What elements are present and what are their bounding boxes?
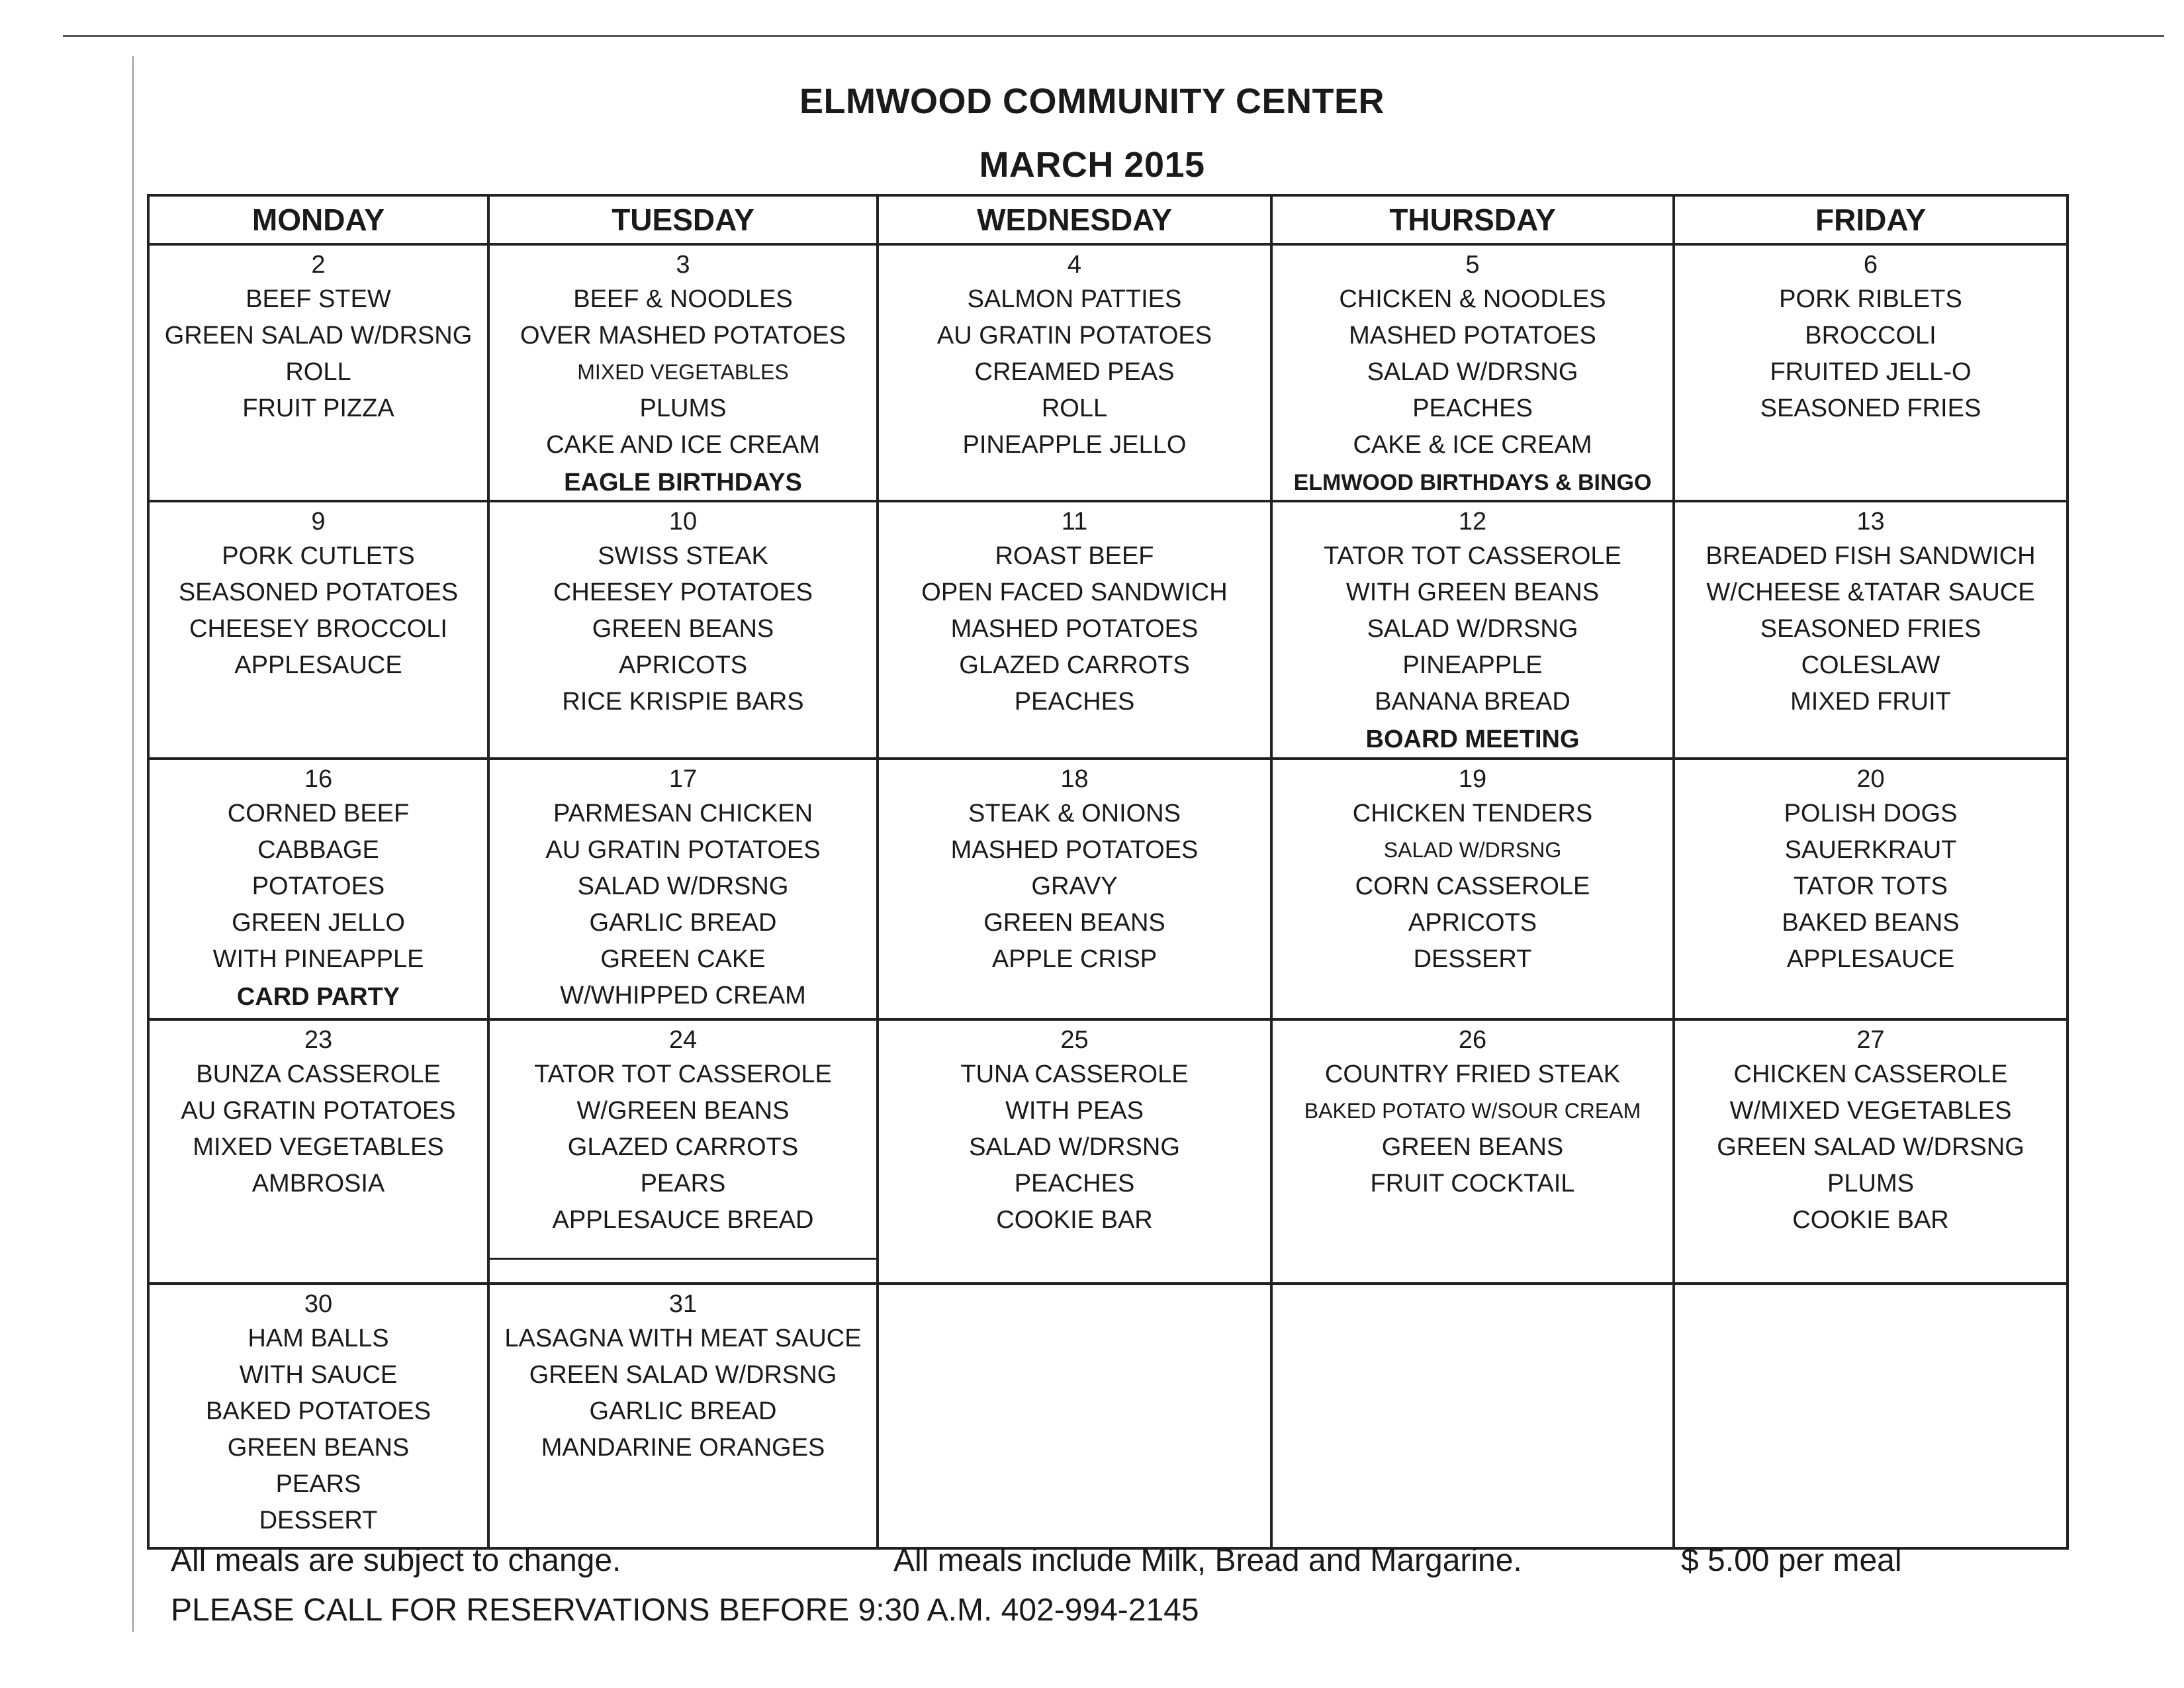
day-number: 2 bbox=[311, 251, 326, 279]
weekday-header-monday: MONDAY bbox=[150, 197, 490, 243]
menu-item: PEACHES bbox=[1014, 1170, 1135, 1197]
day-cell bbox=[879, 760, 1273, 1018]
menu-item: GARLIC BREAD bbox=[589, 1397, 777, 1425]
menu-item: MIXED VEGETABLES bbox=[193, 1133, 444, 1161]
menu-item: SALAD W/DRSNG bbox=[1367, 358, 1578, 386]
menu-item: RICE KRISPIE BARS bbox=[562, 688, 804, 716]
menu-item: APRICOTS bbox=[1408, 909, 1537, 937]
menu-item: COLESLAW bbox=[1801, 651, 1940, 679]
menu-item: W/MIXED VEGETABLES bbox=[1729, 1097, 2012, 1125]
menu-item: MIXED VEGETABLES bbox=[577, 360, 789, 384]
menu-item: OPEN FACED SANDWICH bbox=[921, 579, 1228, 606]
day-cell bbox=[150, 1285, 490, 1547]
menu-item: MASHED POTATOES bbox=[950, 836, 1199, 864]
menu-item: SALAD W/DRSNG bbox=[1383, 838, 1562, 862]
menu-item: DESSERT bbox=[259, 1507, 378, 1534]
day-number: 5 bbox=[1465, 251, 1480, 279]
event-label: ELMWOOD BIRTHDAYS & BINGO bbox=[1293, 470, 1652, 495]
day-number: 6 bbox=[1863, 251, 1878, 279]
menu-item: MASHED POTATOES bbox=[950, 615, 1199, 643]
menu-item: CORNED BEEF bbox=[227, 800, 410, 827]
day-number: 13 bbox=[1856, 508, 1885, 536]
day-number: 10 bbox=[668, 508, 698, 536]
menu-item: SALAD W/DRSNG bbox=[577, 872, 789, 900]
event-label: EAGLE BIRTHDAYS bbox=[564, 469, 802, 496]
menu-item: BAKED BEANS bbox=[1782, 909, 1960, 937]
menu-item: WITH GREEN BEANS bbox=[1345, 579, 1600, 606]
day-cell bbox=[1675, 1021, 2066, 1282]
day-number: 20 bbox=[1856, 765, 1885, 793]
page-title: ELMWOOD COMMUNITY CENTER bbox=[799, 81, 1385, 121]
menu-item: PORK CUTLETS bbox=[222, 542, 415, 570]
menu-item: POTATOES bbox=[251, 872, 385, 900]
menu-item: SALMON PATTIES bbox=[967, 285, 1182, 313]
menu-item: CABBAGE bbox=[257, 836, 379, 864]
menu-item: CAKE AND ICE CREAM bbox=[546, 431, 820, 459]
day-cell bbox=[490, 502, 879, 759]
day-cell bbox=[1675, 502, 2066, 759]
menu-item: BEEF & NOODLES bbox=[573, 285, 793, 313]
menu-calendar bbox=[147, 194, 2069, 1550]
day-cell bbox=[150, 1021, 490, 1282]
day-cell bbox=[1675, 1285, 2066, 1547]
weekday-header-row bbox=[150, 197, 2066, 246]
included-items-note: All meals include Milk, Bread and Margarine. bbox=[893, 1543, 1522, 1578]
day-cell bbox=[1273, 502, 1675, 759]
day-number bbox=[1273, 1288, 1672, 1321]
menu-item: PINEAPPLE JELLO bbox=[962, 431, 1187, 459]
day-cell bbox=[150, 760, 490, 1018]
week-row bbox=[150, 1285, 2066, 1547]
menu-item: ROAST BEEF bbox=[995, 542, 1154, 570]
day-cell bbox=[1273, 1285, 1675, 1547]
menu-item: APPLESAUCE BREAD bbox=[552, 1206, 814, 1234]
menu-item: BREADED FISH SANDWICH bbox=[1706, 542, 2036, 570]
menu-item: CHICKEN CASSEROLE bbox=[1733, 1060, 2008, 1088]
day-cell bbox=[490, 246, 879, 502]
menu-item: W/GREEN BEANS bbox=[576, 1097, 790, 1125]
menu-item: WITH PEAS bbox=[1005, 1097, 1144, 1125]
day-number: 18 bbox=[1060, 765, 1089, 793]
menu-item: FRUIT COCKTAIL bbox=[1370, 1170, 1575, 1197]
menu-item: CHICKEN TENDERS bbox=[1352, 800, 1593, 827]
event-label: CARD PARTY bbox=[236, 983, 400, 1011]
day-number: 30 bbox=[304, 1290, 333, 1318]
menu-item: PLUMS bbox=[639, 395, 727, 422]
change-notice: All meals are subject to change. bbox=[171, 1543, 621, 1578]
menu-item: APPLESAUCE bbox=[234, 651, 402, 679]
menu-item: PEACHES bbox=[1412, 395, 1533, 422]
menu-item: GREEN SALAD W/DRSNG bbox=[164, 322, 473, 350]
menu-item: PINEAPPLE bbox=[1402, 651, 1543, 679]
week-row bbox=[150, 246, 2066, 502]
week-row bbox=[150, 760, 2066, 1021]
menu-item: BAKED POTATO W/SOUR CREAM bbox=[1304, 1099, 1641, 1123]
day-number: 9 bbox=[311, 508, 326, 536]
day-number bbox=[879, 1288, 1270, 1321]
day-cell bbox=[490, 1021, 879, 1282]
menu-item: GREEN SALAD W/DRSNG bbox=[1717, 1133, 2025, 1161]
menu-item: GREEN BEANS bbox=[227, 1434, 410, 1462]
menu-item: SWISS STEAK bbox=[598, 542, 768, 570]
day-cell bbox=[1273, 246, 1675, 502]
menu-item: FRUITED JELL-O bbox=[1770, 358, 1972, 386]
day-cell bbox=[1273, 760, 1675, 1018]
menu-item: PEACHES bbox=[1014, 688, 1135, 716]
menu-item: TATOR TOT CASSEROLE bbox=[1324, 542, 1621, 570]
menu-item: POLISH DOGS bbox=[1784, 800, 1958, 827]
menu-item: AU GRATIN POTATOES bbox=[936, 322, 1212, 350]
menu-item: WITH SAUCE bbox=[239, 1361, 398, 1389]
menu-item: PEARS bbox=[640, 1170, 726, 1197]
event-label: BOARD MEETING bbox=[1365, 726, 1580, 753]
day-number: 12 bbox=[1458, 508, 1487, 536]
menu-item: GRAVY bbox=[1031, 872, 1118, 900]
menu-item: SAUERKRAUT bbox=[1784, 836, 1957, 864]
menu-item: PEARS bbox=[275, 1470, 361, 1498]
menu-item: BANANA BREAD bbox=[1375, 688, 1570, 716]
menu-item: COOKIE BAR bbox=[996, 1206, 1153, 1234]
menu-item: SEASONED FRIES bbox=[1760, 615, 1981, 643]
menu-item: OVER MASHED POTATOES bbox=[520, 322, 846, 350]
menu-item: CHICKEN & NOODLES bbox=[1339, 285, 1606, 313]
day-number: 26 bbox=[1458, 1026, 1487, 1054]
day-number: 4 bbox=[1067, 251, 1082, 279]
menu-item: SEASONED FRIES bbox=[1760, 395, 1981, 422]
menu-item: GARLIC BREAD bbox=[589, 909, 777, 937]
menu-item: AU GRATIN POTATOES bbox=[181, 1097, 456, 1125]
menu-item: STEAK & ONIONS bbox=[968, 800, 1181, 827]
menu-item: DESSERT bbox=[1413, 945, 1532, 973]
menu-item: GREEN BEANS bbox=[592, 615, 774, 643]
day-cell bbox=[879, 502, 1273, 759]
menu-item: BAKED POTATOES bbox=[206, 1397, 431, 1425]
weekday-header-wednesday: WEDNESDAY bbox=[879, 197, 1273, 243]
day-cell bbox=[879, 1021, 1273, 1282]
month-title: MARCH 2015 bbox=[979, 145, 1205, 185]
week-row bbox=[150, 1021, 2066, 1285]
menu-item: GLAZED CARROTS bbox=[567, 1133, 799, 1161]
menu-item: GREEN CAKE bbox=[600, 945, 766, 973]
menu-item: PARMESAN CHICKEN bbox=[553, 800, 813, 827]
weekday-header-thursday: THURSDAY bbox=[1273, 197, 1675, 243]
menu-item: PORK RIBLETS bbox=[1779, 285, 1962, 313]
day-cell bbox=[879, 246, 1273, 502]
weekday-header-tuesday: TUESDAY bbox=[490, 197, 879, 243]
day-cell bbox=[490, 760, 879, 1018]
menu-item: GREEN SALAD W/DRSNG bbox=[529, 1361, 837, 1389]
menu-item: MASHED POTATOES bbox=[1349, 322, 1596, 350]
menu-item: GREEN JELLO bbox=[232, 909, 405, 937]
day-number: 11 bbox=[1061, 508, 1088, 536]
day-number: 31 bbox=[668, 1290, 698, 1318]
day-cell bbox=[879, 1285, 1273, 1547]
menu-item: BROCCOLI bbox=[1805, 322, 1936, 350]
menu-item: CORN CASSEROLE bbox=[1355, 872, 1590, 900]
menu-item: PLUMS bbox=[1827, 1170, 1914, 1197]
day-cell bbox=[1273, 1021, 1675, 1282]
day-cell bbox=[1675, 760, 2066, 1018]
menu-item: ROLL bbox=[1041, 395, 1108, 422]
menu-item: ROLL bbox=[285, 358, 351, 386]
menu-item: SALAD W/DRSNG bbox=[1367, 615, 1578, 643]
menu-item: WITH PINEAPPLE bbox=[212, 945, 424, 973]
menu-item: BEEF STEW bbox=[246, 285, 391, 313]
day-number: 23 bbox=[304, 1026, 333, 1054]
menu-item: COUNTRY FRIED STEAK bbox=[1324, 1060, 1621, 1088]
menu-item: MANDARINE ORANGES bbox=[541, 1434, 825, 1462]
menu-item: W/WHIPPED CREAM bbox=[560, 982, 806, 1009]
menu-item: APRICOTS bbox=[618, 651, 748, 679]
menu-item: CHEESEY POTATOES bbox=[553, 579, 813, 606]
day-cell bbox=[490, 1285, 879, 1547]
day-number: 19 bbox=[1458, 765, 1487, 793]
menu-item: TATOR TOT CASSEROLE bbox=[534, 1060, 832, 1088]
menu-item: APPLESAUCE bbox=[1786, 945, 1955, 973]
menu-item: AMBROSIA bbox=[251, 1170, 385, 1197]
day-cell bbox=[150, 246, 490, 502]
menu-item: SALAD W/DRSNG bbox=[969, 1133, 1180, 1161]
menu-item: BUNZA CASSEROLE bbox=[196, 1060, 441, 1088]
menu-item: CHEESEY BROCCOLI bbox=[189, 615, 447, 643]
cell-divider-line bbox=[490, 1258, 876, 1260]
menu-item: LASAGNA WITH MEAT SAUCE bbox=[504, 1325, 862, 1352]
menu-item: TATOR TOTS bbox=[1794, 872, 1948, 900]
week-row bbox=[150, 502, 2066, 760]
menu-item: CAKE & ICE CREAM bbox=[1353, 431, 1592, 459]
menu-item: APPLE CRISP bbox=[991, 945, 1158, 973]
menu-item: GLAZED CARROTS bbox=[959, 651, 1190, 679]
weekday-header-friday: FRIDAY bbox=[1815, 203, 1926, 237]
weeks-container bbox=[150, 246, 2066, 1547]
menu-item: W/CHEESE &TATAR SAUCE bbox=[1706, 579, 2035, 606]
reservation-notice: PLEASE CALL FOR RESERVATIONS BEFORE 9:30 A.M. 402-994-2145 bbox=[171, 1593, 1199, 1628]
day-number: 24 bbox=[668, 1026, 698, 1054]
menu-item: GREEN BEANS bbox=[1381, 1133, 1564, 1161]
day-cell bbox=[150, 502, 490, 759]
menu-item: FRUIT PIZZA bbox=[242, 395, 394, 422]
scan-margin-line bbox=[132, 56, 134, 1632]
day-cell bbox=[1675, 246, 2066, 502]
day-number: 27 bbox=[1856, 1026, 1885, 1054]
menu-item: TUNA CASSEROLE bbox=[960, 1060, 1189, 1088]
day-number: 17 bbox=[668, 765, 698, 793]
meal-price: $ 5.00 per meal bbox=[1681, 1543, 1902, 1578]
menu-item: HAM BALLS bbox=[248, 1325, 389, 1352]
scan-edge-line bbox=[63, 35, 2164, 37]
day-number: 25 bbox=[1060, 1026, 1089, 1054]
menu-item: COOKIE BAR bbox=[1792, 1206, 1949, 1234]
day-number bbox=[1675, 1288, 2066, 1321]
menu-item: AU GRATIN POTATOES bbox=[545, 836, 821, 864]
menu-item: GREEN BEANS bbox=[983, 909, 1165, 937]
menu-item: SEASONED POTATOES bbox=[178, 579, 459, 606]
menu-item: CREAMED PEAS bbox=[974, 358, 1175, 386]
menu-item: MIXED FRUIT bbox=[1790, 688, 1951, 716]
day-number: 3 bbox=[676, 251, 690, 279]
day-number: 16 bbox=[304, 765, 333, 793]
